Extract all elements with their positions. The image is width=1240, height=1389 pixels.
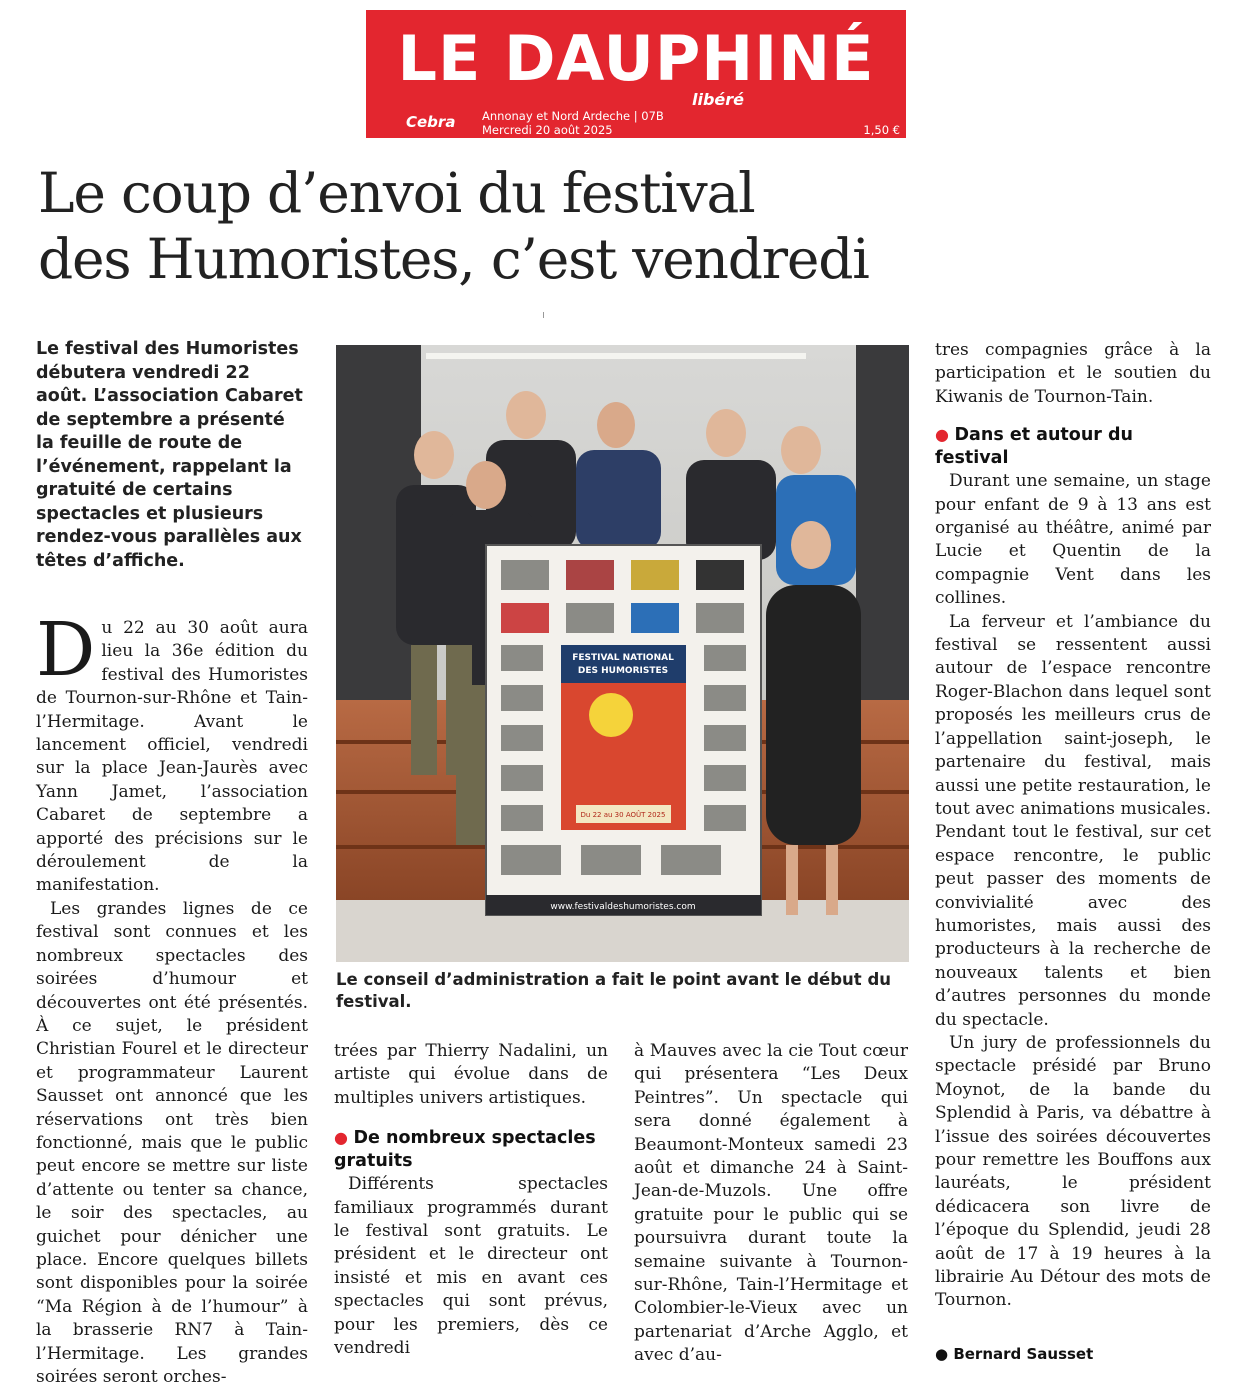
headline-line-2: des Humoristes, c’est vendredi — [38, 227, 869, 291]
poster-dates: Du 22 au 30 AOÛT 2025 — [580, 811, 666, 819]
col3-paragraph-1: à Mauves avec la cie Tout cœur qui présentera “Les Deux Peintres”. Un spectacle qui sera donné également à Beaumont-Monteux samedi 23 août et dimanche 24 à Saint-Jean-de-Muzols. Une offre gratuite pour le public qui se poursuivra durant toute la semaine suivante à Tournon-sur-Rhône, Tain-l’Hermitage et Colombier-le-Vieux avec un partenariat d’Arche Agglo, et avec d’au- — [634, 1041, 908, 1366]
col1-paragraph-1 — [36, 607, 308, 898]
article-photo — [336, 345, 909, 962]
newspaper-subtitle: libéré — [692, 90, 745, 109]
poster-title-1: FESTIVAL NATIONAL — [572, 653, 674, 663]
article-column-2 — [334, 1040, 608, 1360]
col2-paragraph-1: trées par Thierry Nadalini, un artiste qui évolue dans de multiples univers artistiques. — [334, 1041, 608, 1108]
drop-cap: D — [36, 607, 96, 693]
col4-paragraph-1: tres compagnies grâce à la participation et le soutien du Kiwanis de Tournon-Tain. — [935, 340, 1211, 407]
subhead-free-shows-text: De nombreux spectacles gratuits — [334, 1128, 596, 1172]
edition-info: Annonay et Nord Ardeche | 07B — [482, 109, 664, 123]
poster-url: www.festivaldeshumoristes.com — [550, 902, 696, 912]
bullet-icon: ● — [935, 425, 955, 445]
poster-title-2: DES HUMORISTES — [577, 666, 669, 676]
article-column-4 — [935, 339, 1211, 1313]
group-photo-illustration — [336, 345, 909, 962]
byline-bullet-icon: ● — [935, 1345, 954, 1363]
col4-paragraph-4: Un jury de professionnels du spectacle présidé par Bruno Moynot, de la bande du Splendid à Paris, va débattre à l’issue des soirées découvertes pour remettre les Bouffons aux lauréats, le président dédicacera son livre de l’époque du Splendid, jeudi 28 août de 17 à 19 heures à la librairie Au Détour des mots de Tournon. — [935, 1032, 1211, 1311]
headline-line-1: Le coup d’envoi du festival — [38, 161, 755, 225]
photo-caption: Le conseil d’administration a fait le point avant le début du festival. — [336, 970, 891, 1011]
article-column-3 — [634, 1040, 908, 1368]
byline-author: Bernard Sausset — [953, 1345, 1094, 1363]
col1-paragraph-1-text: u 22 au 30 août aura lieu la 36e édition du festival des Humoristes de Tournon-sur-Rhône et Tain-l’Hermitage. Avant le lancement officiel, vendredi sur la place Jean-Jaurès avec Yann Jamet, l’association Cabaret de septembre a apporté des précisions sur le déroulement de la manifestation. — [36, 618, 308, 896]
byline — [935, 1345, 1093, 1363]
article-column-1 — [36, 607, 308, 1389]
newspaper-name: LE DAUPHINÉ — [397, 22, 875, 95]
col2-paragraph-2: Différents spectacles familiaux programmés durant le festival sont gratuits. Le président et le directeur ont insisté et mis en avant ces spectacles qui sont prévus, pour les premiers, dès ce vendredi — [334, 1174, 608, 1359]
col4-paragraph-2: Durant une semaine, un stage pour enfant de 9 à 13 ans est organisé au théâtre, animé par Lucie et Quentin de la compagnie Vent dans les collines. — [935, 471, 1211, 609]
issue-date: Mercredi 20 août 2025 — [482, 123, 613, 137]
crop-mark — [543, 312, 544, 318]
article-headline — [38, 160, 1038, 292]
article-lead: Le festival des Humoristes débutera vendredi 22 août. L’association Cabaret de septembre a présenté la feuille de route de l’événement, rappelant la gratuité de certains spectacles et plusieurs rendez-vous parallèles aux têtes d’affiche. — [36, 339, 303, 571]
subhead-free-shows — [334, 1126, 608, 1173]
cebra-logo: Cebra — [406, 113, 456, 131]
bullet-icon: ● — [334, 1128, 354, 1148]
col4-paragraph-3: La ferveur et l’ambiance du festival se ressentent aussi autour de l’espace rencontre Roger-Blachon dans lequel sont proposés les meilleurs crus de l’appellation saint-joseph, le partenaire du festival, mais aussi une petite restauration, le tout avec animations musicales. Pendant tout le festival, sur cet espace rencontre, le public peut passer des moments de convivialité avec des humoristes, mais aussi des producteurs à la recherche de nouveaux talents et bien d’autres personnes du monde du spectacle. — [935, 611, 1211, 1030]
issue-price: 1,50 € — [863, 123, 900, 137]
subhead-around-festival-text: Dans et autour du festival — [935, 425, 1133, 469]
col1-paragraph-2: Les grandes lignes de ce festival sont connues et les nombreux spectacles des soirées d’humour et découvertes ont été présentés. À ce sujet, le président Christian Fourel et le directeur et programmateur Laurent Sausset ont annoncé que les réservations ont très bien fonctionné, mais que le public peut encore se mettre sur liste d’attente ou tenter sa chance, le soir des spectacles, au guichet pour dénicher une place. Encore quelques billets sont disponibles pour la soirée “Ma Région à de l’humour” à la brasserie RN7 à Tain-l’Hermitage. Les grandes soirées seront orches- — [36, 898, 308, 1387]
subhead-around-festival — [935, 423, 1211, 470]
masthead — [366, 10, 906, 138]
